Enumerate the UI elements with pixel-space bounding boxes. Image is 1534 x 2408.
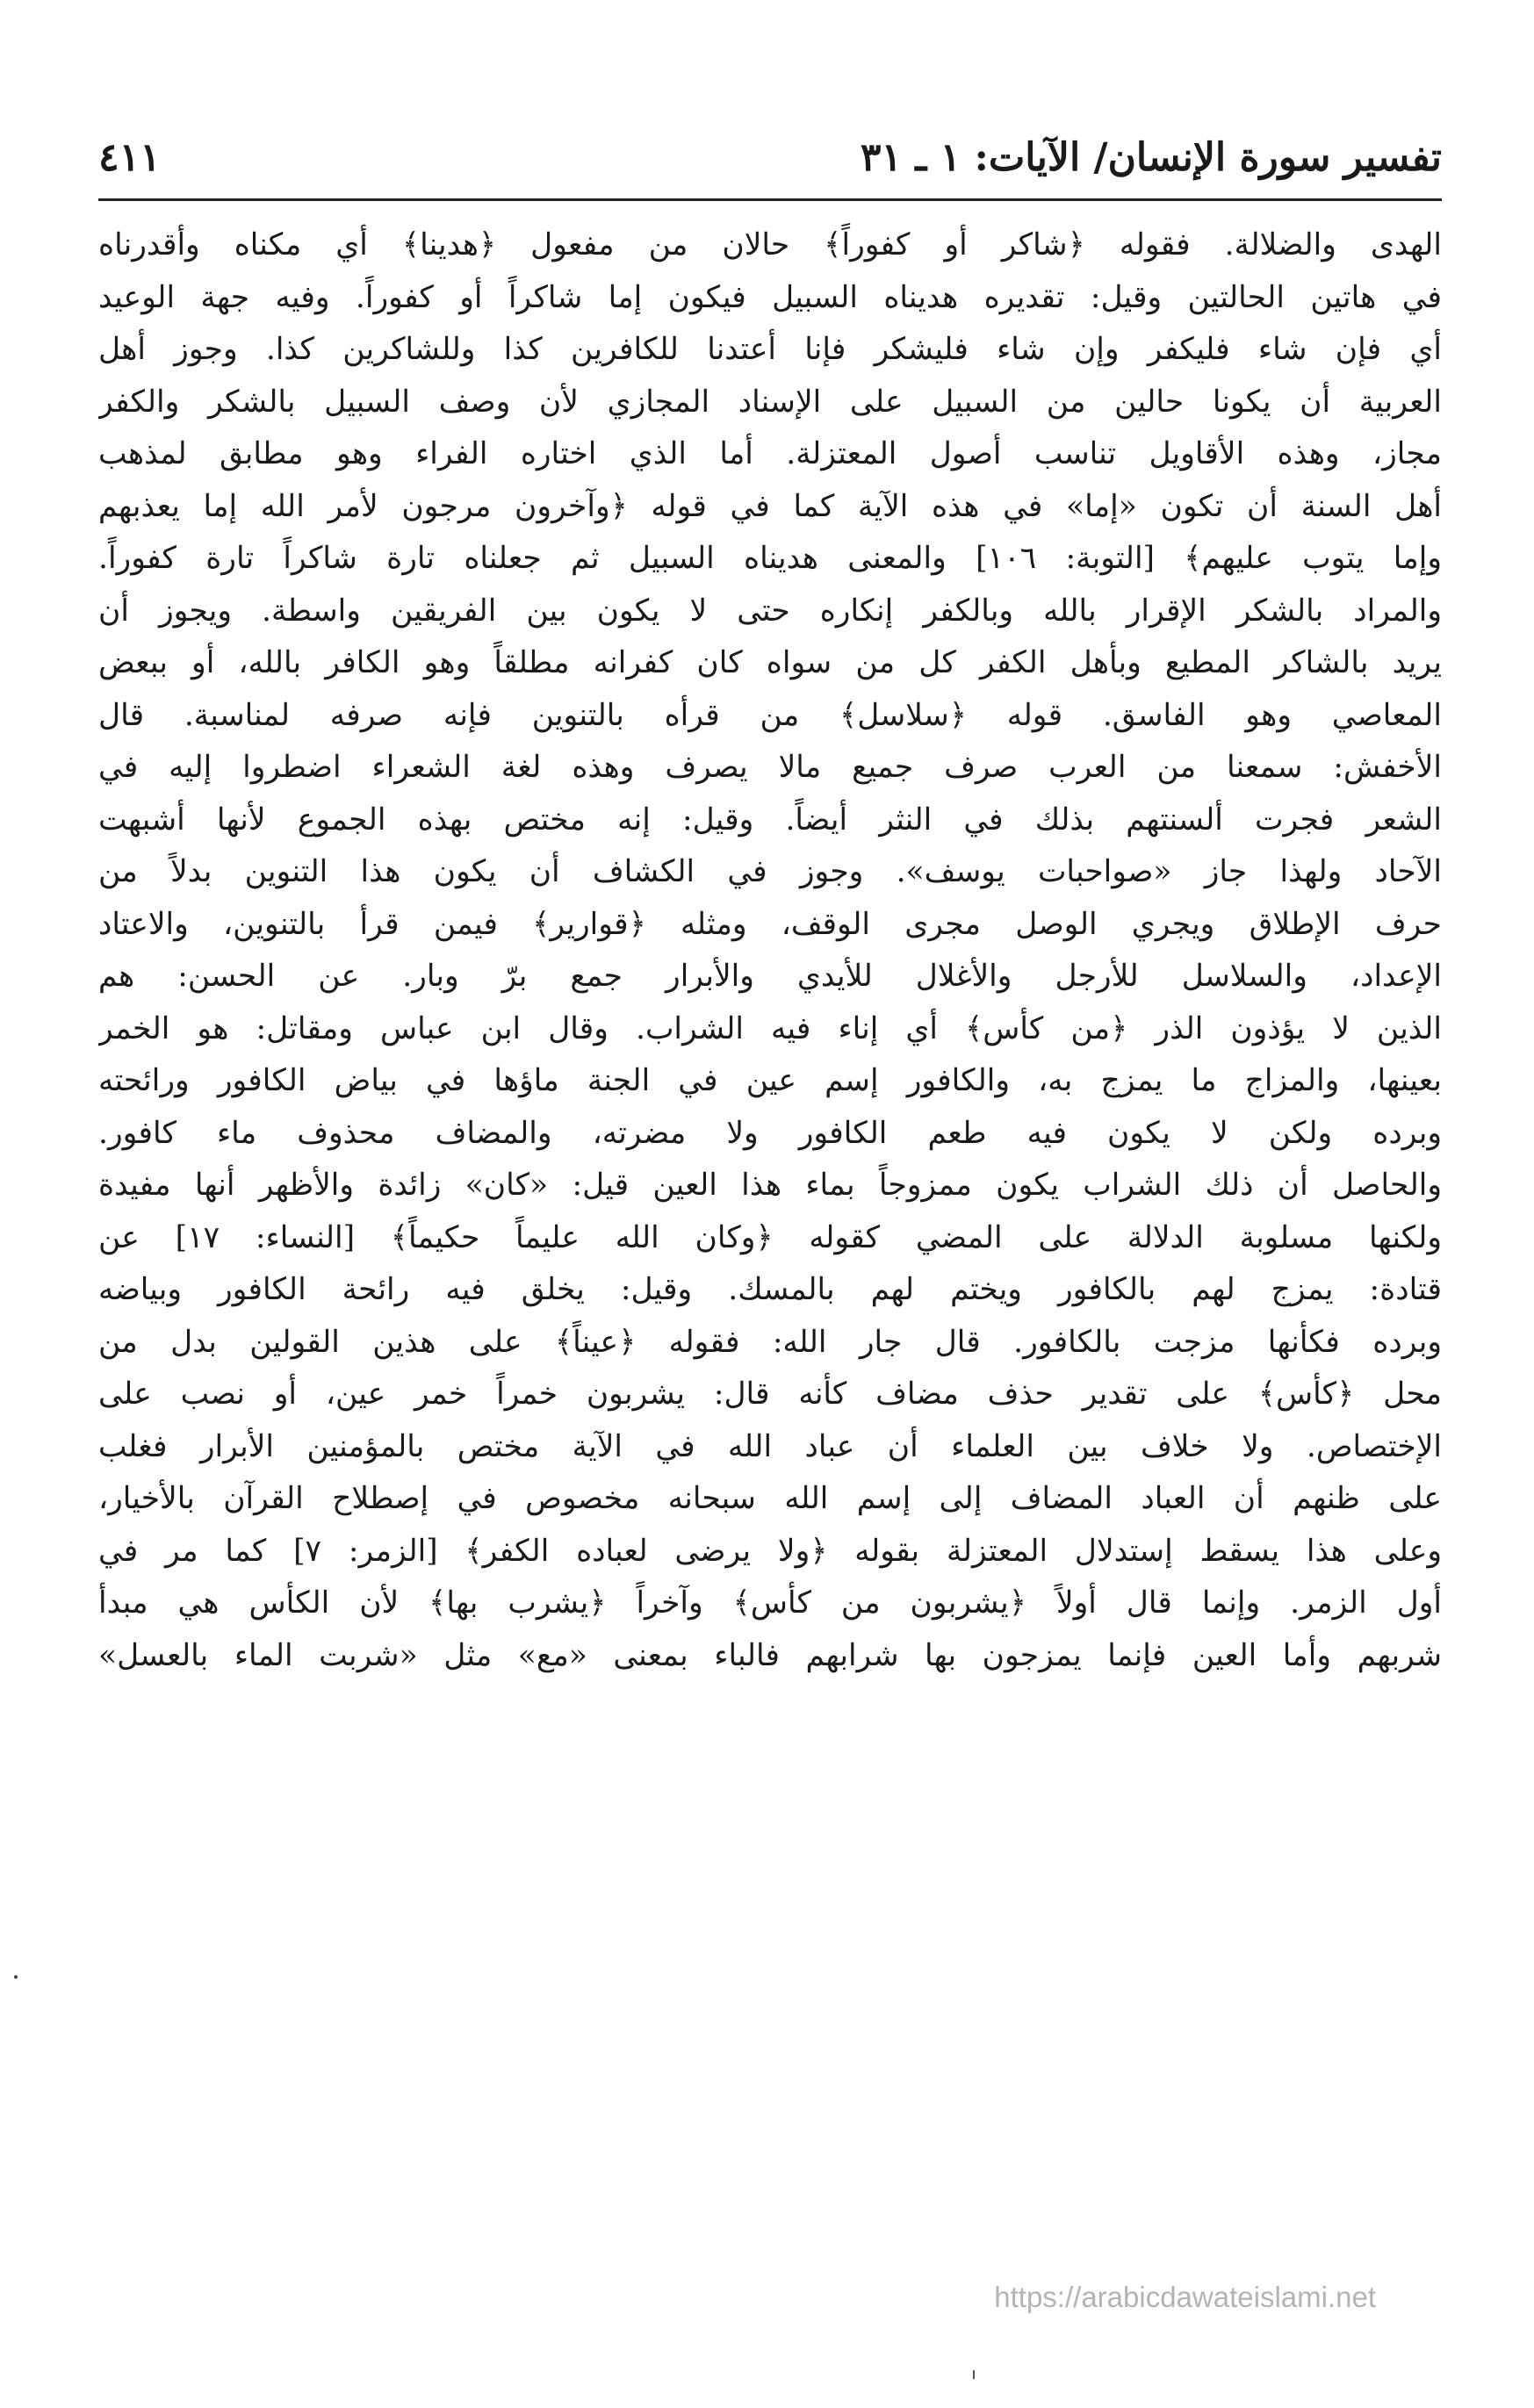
text-line: والمراد بالشكر الإقرار بالله وبالكفر إنكاره حتى لا يكون بين الفريقين واسطة. ويجوز أن [98, 593, 1442, 629]
margin-speck [14, 1975, 18, 1979]
margin-tick [973, 2370, 975, 2379]
text-line: على ظنهم أن العباد المضاف إلى إسم الله سبحانه مخصوص في إصطلاح القرآن بالأخيار، [98, 1481, 1442, 1516]
header-rule [98, 198, 1442, 201]
page-number: ٤١١ [98, 135, 161, 180]
text-line: ولكنها مسلوبة الدلالة على المضي كقوله ﴿وكان الله عليماً حكيماً﴾ [النساء: ١٧] عن [98, 1219, 1442, 1255]
text-line: الإعداد، والسلاسل للأرجل والأغلال للأيدي والأبرار جمع برّ وبار. عن الحسن: هم [98, 959, 1442, 994]
text-line: وإما يتوب عليهم﴾ [التوبة: ١٠٦] والمعنى هديناه السبيل ثم جعلناه تارة شاكراً تارة كفوراً. [98, 541, 1442, 576]
text-line: أول الزمر. وإنما قال أولاً ﴿يشربون من كأس﴾ وآخراً ﴿يشرب بها﴾ لأن الكأس هي مبدأ [98, 1585, 1442, 1621]
text-line: الآحاد ولهذا جاز «صواحبات يوسف». وجوز في الكشاف أن يكون هذا التنوين بدلاً من [98, 854, 1442, 889]
text-line: الذين لا يؤذون الذر ﴿من كأس﴾ أي إناء فيه الشراب. وقال ابن عباس ومقاتل: هو الخمر [98, 1010, 1442, 1046]
text-line: قتادة: يمزج لهم بالكافور ويختم لهم بالمسك. وقيل: يخلق فيه رائحة الكافور وبياضه [98, 1272, 1442, 1307]
text-line: شربهم وأما العين فإنما يمزجون بها شرابهم فالباء بمعنى «مع» مثل «شربت الماء بالعسل» [98, 1637, 1442, 1673]
text-line: يريد بالشاكر المطيع وبأهل الكفر كل من سواه كان كفرانه مطلقاً وهو الكافر بالله، أو ببعض [98, 645, 1442, 680]
text-line: الإختصاص. ولا خلاف بين العلماء أن عباد الله في الآية مختص بالمؤمنين الأبرار فغلب [98, 1428, 1442, 1464]
text-line: بعينها، والمزاج ما يمزج به، والكافور إسم عين في الجنة ماؤها في بياض الكافور ورائحته [98, 1063, 1442, 1098]
text-line: حرف الإطلاق ويجري الوصل مجرى الوقف، ومثله ﴿قوارير﴾ فيمن قرأ بالتنوين، والاعتاد [98, 906, 1442, 942]
body-text [98, 219, 1442, 2265]
text-line: في هاتين الحالتين وقيل: تقديره هديناه السبيل فيكون إما شاكراً أو كفوراً. وفيه جهة الوعيد [98, 279, 1442, 315]
text-line: أهل السنة أن تكون «إما» في هذه الآية كما في قوله ﴿وآخرون مرجون لأمر الله إما يعذبهم [98, 488, 1442, 524]
watermark-url: https://arabicdawateislami.net [994, 2281, 1376, 2313]
text-line: مجاز، وهذه الأقاويل تناسب أصول المعتزلة. أما الذي اختاره الفراء وهو مطابق لمذهب [98, 436, 1442, 471]
text-line: وبرده فكأنها مزجت بالكافور. قال جار الله: فقوله ﴿عيناً﴾ على هذين القولين بدل من [98, 1324, 1442, 1360]
text-line: أي فإن شاء فليكفر وإن شاء فليشكر فإنا أعتدنا للكافرين كذا وللشاكرين كذا. وجوز أهل [98, 332, 1442, 367]
text-line: الهدى والضلالة. فقوله ﴿شاكر أو كفوراً﴾ حالان من مفعول ﴿هدينا﴾ أي مكناه وأقدرناه [98, 227, 1442, 262]
text-line: وعلى هذا يسقط إستدلال المعتزلة بقوله ﴿ولا يرضى لعباده الكفر﴾ [الزمر: ٧] كما مر في [98, 1533, 1442, 1569]
running-title: تفسير سورة الإنسان/ الآيات: ١ ـ ٣١ [860, 135, 1442, 180]
text-line: وبرده ولكن لا يكون فيه طعم الكافور ولا مضرته، والمضاف محذوف ماء كافور. [98, 1115, 1442, 1151]
text-line: الأخفش: سمعنا من العرب صرف جميع مالا يصرف وهذه لغة الشعراء اضطروا إليه في [98, 750, 1442, 785]
text-line: المعاصي وهو الفاسق. قوله ﴿سلاسل﴾ من قرأه بالتنوين فإنه صرفه لمناسبة. قال [98, 697, 1442, 733]
text-line: محل ﴿كأس﴾ على تقدير حذف مضاف كأنه قال: يشربون خمراً خمر عين، أو نصب على [98, 1377, 1442, 1412]
text-line: والحاصل أن ذلك الشراب يكون ممزوجاً بماء هذا العين قيل: «كان» زائدة والأظهر أنها مفيدة [98, 1168, 1442, 1203]
text-line: العربية أن يكونا حالين من السبيل على الإسناد المجازي لأن وصف السبيل بالشكر والكفر [98, 384, 1442, 420]
text-line: الشعر فجرت ألسنتهم بذلك في النثر أيضاً. وقيل: إنه مختص بهذه الجموع لأنها أشبهت [98, 801, 1442, 837]
page-header [98, 132, 1442, 202]
